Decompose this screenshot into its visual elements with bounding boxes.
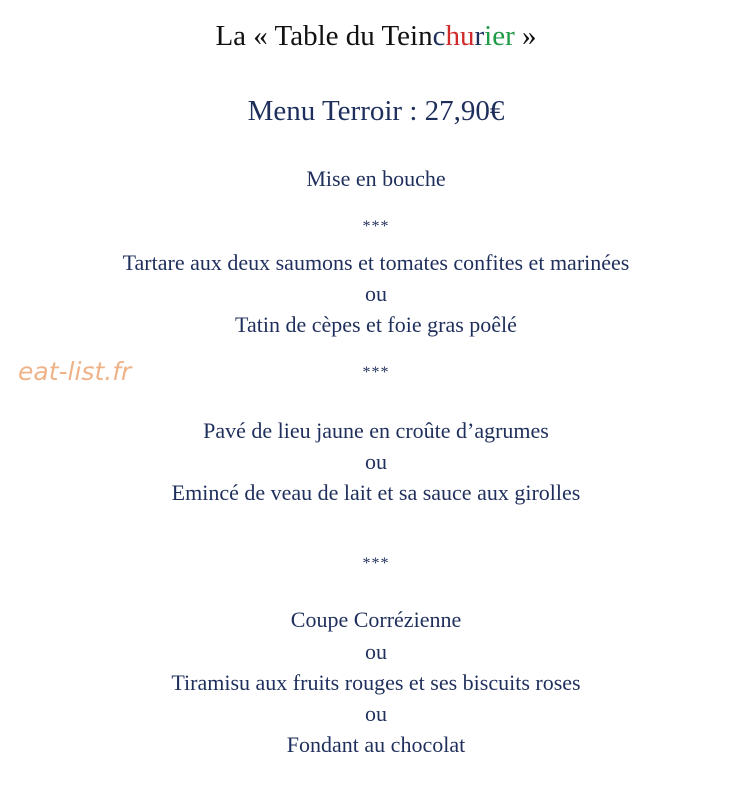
or-separator-4: ou (365, 701, 387, 726)
amuse-bouche: Mise en bouche (306, 166, 446, 191)
title-part-ier: ier (484, 20, 515, 52)
title-part-c: c (432, 20, 446, 52)
or-separator-1: ou (365, 281, 387, 306)
starter-option-1: Tartare aux deux saumons et tomates confites et marinées (122, 250, 630, 275)
title-prefix: La « Table du Tein (215, 20, 433, 52)
or-separator-2: ou (365, 449, 387, 474)
dessert-option-3: Fondant au chocolat (286, 732, 466, 757)
separator-2: *** (362, 364, 390, 381)
menu-title: Menu Terroir : 27,90€ (247, 95, 505, 127)
main-option-1: Pavé de lieu jaune en croûte d’agrumes (203, 418, 549, 443)
title-suffix: » (514, 20, 537, 52)
dessert-option-2: Tiramisu aux fruits rouges et ses biscuits roses (171, 670, 581, 695)
main-option-2: Emincé de veau de lait et sa sauce aux girolles (171, 480, 581, 505)
starter-option-2: Tatin de cèpes et foie gras poêlé (235, 312, 517, 337)
restaurant-title (0, 20, 752, 53)
or-separator-3: ou (365, 639, 387, 664)
dessert-option-1: Coupe Corrézienne (290, 607, 462, 632)
separator-3: *** (362, 555, 390, 572)
title-part-hu: hu (445, 20, 475, 52)
title-part-r: r (474, 20, 485, 52)
watermark: eat-list.fr (18, 357, 132, 386)
separator-1: *** (362, 218, 390, 235)
